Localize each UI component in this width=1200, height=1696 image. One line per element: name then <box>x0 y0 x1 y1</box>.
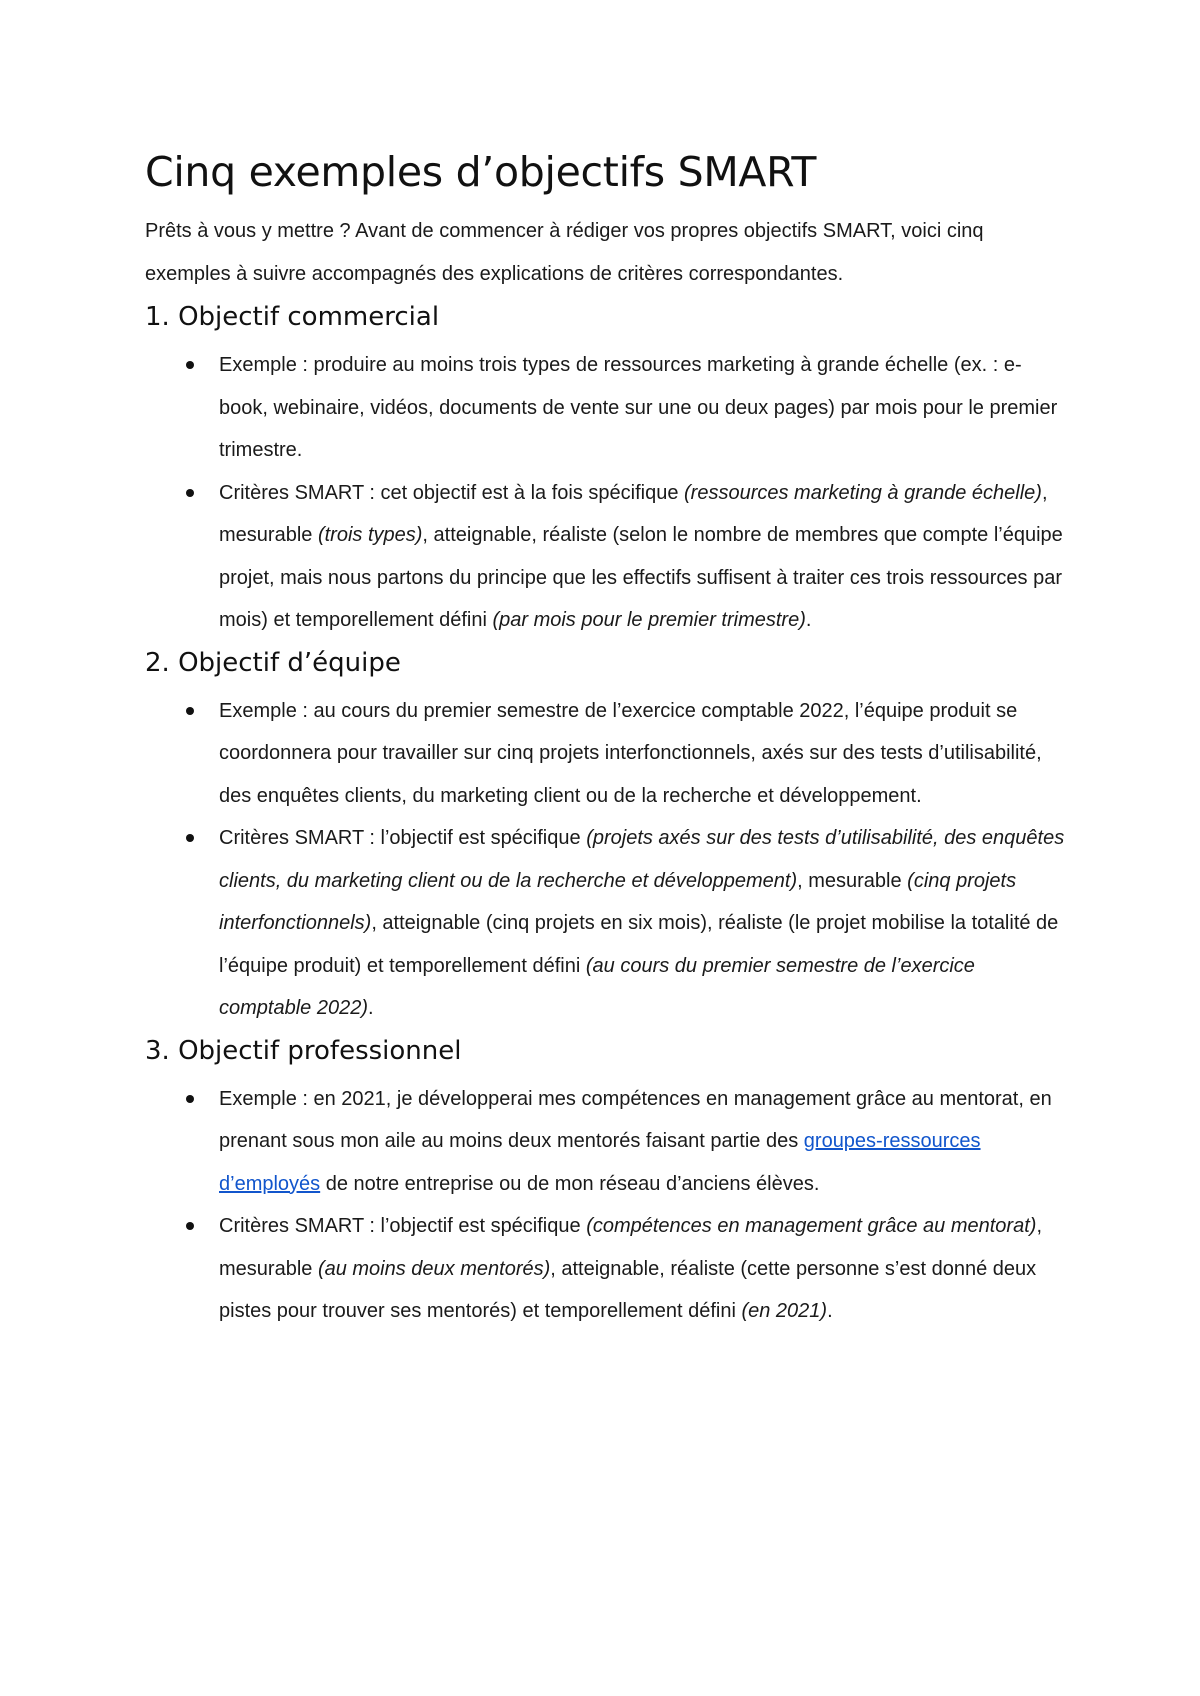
section-heading-team: 2. Objectif d’équipe <box>145 647 401 678</box>
intro-paragraph: Prêts à vous y mettre ? Avant de commencer à rédiger vos propres objectifs SMART, voici cinq exemples à suivre accompagnés des explications de critères correspondantes. <box>145 220 984 285</box>
section-heading-professional: 3. Objectif professionnel <box>145 1035 462 1066</box>
bullet-list <box>145 1078 1065 1333</box>
section-heading-commercial: 1. Objectif commercial <box>145 302 440 332</box>
document-page <box>145 148 1065 1337</box>
list-item-criteria: Critères SMART : l’objectif est spécifique (projets axés sur des tests d’utilisabilité, des enquêtes clients, du marketing client ou de la recherche et développement), mesurable (cinq projets interfonctionnels), atteignable (cinq projets en six mois), réaliste (le projet mobilise la totalité de l’équipe produit) et temporellement défini (au cours du premier semestre de l’exercice comptable 2022). <box>219 817 1065 1030</box>
bullet-list <box>145 344 1065 642</box>
employee-resource-groups-link[interactable]: groupes-ressources d’employés <box>219 1130 981 1195</box>
bullet-list <box>145 690 1065 1030</box>
list-item-criteria: Critères SMART : cet objectif est à la fois spécifique (ressources marketing à grande échelle), mesurable (trois types), atteignable, réaliste (selon le nombre de membres que compte l’équipe projet, mais nous partons du principe que les effectifs suffisent à traiter ces trois ressources par mois) et temporellement défini (par mois pour le premier trimestre). <box>219 472 1065 642</box>
page-title: Cinq exemples d’objectifs SMART <box>145 148 817 196</box>
list-item-example: Exemple : en 2021, je développerai mes compétences en management grâce au mentorat, en prenant sous mon aile au moins deux mentorés faisant partie des groupes-ressources d’employés de notre entreprise ou de mon réseau d’anciens élèves. <box>219 1078 1065 1206</box>
list-item-criteria: Critères SMART : l’objectif est spécifique (compétences en management grâce au mentorat), mesurable (au moins deux mentorés), atteignable, réaliste (cette personne s’est donné deux pistes pour trouver ses mentorés) et temporellement défini (en 2021). <box>219 1205 1065 1333</box>
list-item-example: Exemple : produire au moins trois types de ressources marketing à grande échelle (ex. : e-book, webinaire, vidéos, documents de vente sur une ou deux pages) par mois pour le premier trimestre. <box>219 344 1065 472</box>
list-item-example: Exemple : au cours du premier semestre de l’exercice comptable 2022, l’équipe produit se coordonnera pour travailler sur cinq projets interfonctionnels, axés sur des tests d’utilisabilité, des enquêtes clients, du marketing client ou de la recherche et développement. <box>219 690 1065 818</box>
